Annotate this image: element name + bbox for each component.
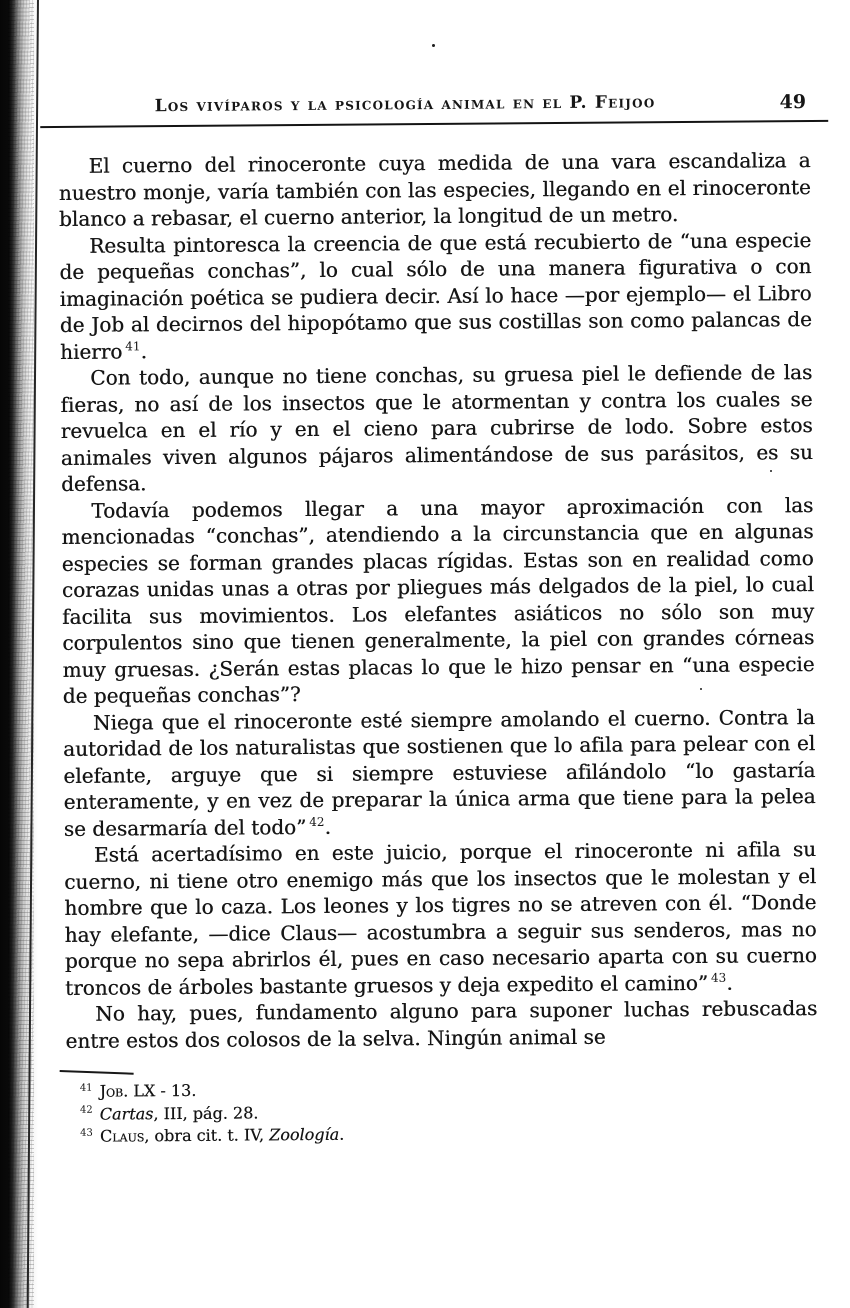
footnote-ref-42: 42 (309, 814, 325, 829)
footnote-source: Job (99, 1081, 124, 1101)
paragraph-4: Todavía podemos llegar a una mayor aproximación con las mencionadas “conchas”, atendiendo a la circunstancia que en algunas especies se forman grandes placas rígidas. Estas son en realidad como corazas unidas unas a otras por pliegues más delgados de la piel, lo cual facilita sus movimientos. Los elefantes asiáticos no sólo son muy corpulentos sino que tienen generalmente, la piel con grandes córneas muy gruesas. ¿Serán estas placas lo que le hizo pensar en “una especie de pequeñas conchas”? (61, 492, 815, 708)
footnote-41: $^{41}$ Job. LX - 13. (79, 1080, 197, 1101)
footnote-separator-rule (60, 1070, 134, 1075)
footnote-source: Claus (99, 1126, 145, 1146)
footnote-42: $^{42}$ Cartas, III, pág. 28. (79, 1102, 259, 1124)
paragraph-7: No hay, pues, fundamento alguno para suponer luchas rebuscadas entre estos dos colosos de la selva. Ningún animal se (65, 996, 818, 1053)
header-rule (40, 120, 828, 128)
page-header (58, 91, 810, 117)
page-content (58, 91, 818, 1148)
body-text (58, 147, 817, 1054)
footnotes-section (66, 1064, 819, 1148)
page-number: 49 (779, 91, 807, 114)
footnote-marker: 42 (79, 1104, 93, 1116)
footnote-marker: 43 (80, 1127, 93, 1139)
scan-speck (432, 44, 435, 47)
paragraph-5: Niega que el rinoceronte esté siempre amolando el cuerno. Contra la autoridad de los naturalistas que sostienen que lo afila para pelear con el elefante, arguye que si siempre estuviese afilándolo “lo gastaría enteramente, y en vez de preparar la única arma que tiene para la pelea se desarmaría del todo” $^{42}$. (63, 704, 816, 841)
footnote-work-title: Zoología (268, 1124, 340, 1145)
footnote-source: Cartas (99, 1103, 154, 1124)
footnote-ref-41: 41 (125, 339, 141, 354)
paragraph-6: Está acertadísimo en este juicio, porque el rinoceronte ni afila su cuerno, ni tiene otro enemigo más que los insectos que le molestan y el hombre que lo caza. Los leones y los tigres no se atreven con él. “Donde hay elefante, —dice Claus— acostumbra a seguir sus senderos, mas no porque no sepa abrirlos él, pues en caso necesario aparta con su cuerno troncos de árboles bastante gruesos y deja expedito el camino” $^{43}$. (64, 837, 817, 1000)
paragraph-1: El cuerno del rinoceronte cuya medida de una vara escandaliza a nuestro monje, varía también con las especies, llegando en el rinoceronte blanco a rebasar, el cuerno anterior, la longitud de un metro. (58, 148, 811, 231)
footnote-43: $^{43}$ Claus, obra cit. t. IV, Zoología. (80, 1124, 345, 1146)
paragraph-2: Resulta pintoresca la creencia de que está recubierto de “una especie de pequeñas conchas”, lo cual sólo de una manera figurativa o con imaginación poética se pudiera decir. Así lo hace —por ejemplo— el Libro de Job al decirnos del hipopótamo que sus costillas son como palancas de hierro $^{41}$. (59, 227, 812, 364)
paragraph-3: Con todo, aunque no tiene conchas, su gruesa piel le defiende de las fieras, no así de los insectos que le atormentan y contra los cuales se revuelca en el río y en el cieno para cubrirse de lodo. Sobre estos animales viven algunos pájaros alimentándose de sus parásitos, es su defensa. (60, 360, 813, 496)
footnote-marker: 41 (79, 1082, 93, 1094)
footnote-ref-43: 43 (710, 970, 727, 985)
running-title: Los vivíparos y la psicología animal en el P. Feijoo (154, 92, 656, 117)
